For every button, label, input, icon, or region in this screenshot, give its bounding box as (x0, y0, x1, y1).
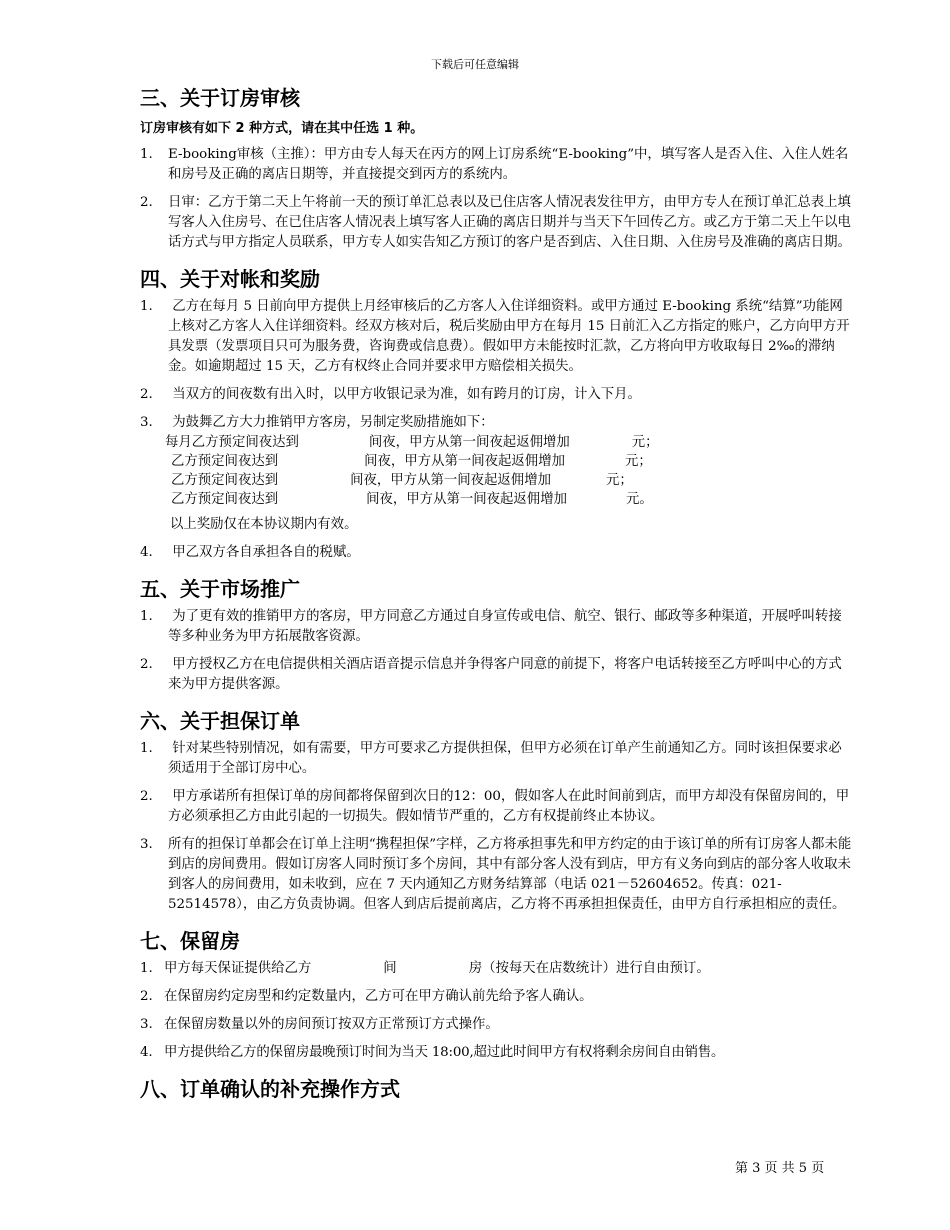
reward-line: 乙方预定间夜达到 间夜，甲方从第一间夜起返佣增加 元。 (171, 492, 653, 507)
list-item: 1. 甲方每天保证提供给乙方 间 房（按每天在店数统计）进行自由预订。 (140, 961, 710, 976)
reward-line: 乙方预定间夜达到 间夜，甲方从第一间夜起返佣增加 元； (171, 454, 652, 469)
section-4-title: 四、关于对帐和奖励 (140, 267, 320, 291)
list-item: 2. 甲方承诺所有担保订单的房间都将保留到次日的12：00，假如客人在此时间前到店，而甲方却没有保留房间的，甲方必须承担乙方由此引起的一切损失。假如情节严重的，乙方有权提前终止本协议。 (140, 789, 850, 824)
reward-line: 乙方预定间夜达到 间夜，甲方从第一间夜起返佣增加 元； (171, 473, 633, 488)
list-item: 4. 甲方提供给乙方的保留房最晚预订时间为当天 18:00,超过此时间甲方有权将剩余房间自由销售。 (140, 1045, 725, 1060)
section-3 (140, 85, 855, 253)
section-5-title: 五、关于市场推广 (140, 577, 300, 601)
section-8 (140, 1076, 855, 1102)
section-6-title: 六、关于担保订单 (140, 709, 300, 733)
page-number: 第 3 页 共 5 页 (735, 1161, 825, 1176)
list-item: 2. 甲方授权乙方在电信提供相关酒店语音提示信息并争得客户同意的前提下，将客户电话转接至乙方呼叫中心的方式来为甲方提供客源。 (140, 657, 842, 692)
list-item: 1. 针对某些特别情况，如有需要，甲方可要求乙方提供担保，但甲方必须在订单产生前通知乙方。同时该担保要求必须适用于全部订房中心。 (140, 741, 842, 776)
section-3-title: 三、关于订房审核 (140, 86, 300, 110)
section-6-list (140, 739, 855, 915)
list-item: 1. E-booking审核（主推）：甲方由专人每天在丙方的网上订房系统“E-booking”中，填写客人是否入住、入住人姓名和房号及正确的离店日期等，并直接提交到丙方的系统内。 (140, 147, 849, 182)
section-5 (140, 576, 855, 695)
list-item: 2. 在保留房约定房型和约定数量内，乙方可在甲方确认前先给予客人确认。 (140, 989, 593, 1004)
reward-note: 以上奖励仅在本协议期内有效。 (170, 517, 358, 532)
section-7-title: 七、保留房 (140, 929, 240, 953)
document-body (140, 85, 855, 1102)
page-header-note: 下载后可任意编辑 (431, 58, 519, 71)
section-7-list (140, 959, 855, 1063)
reward-line: 每月乙方预定间夜达到 间夜，甲方从第一间夜起返佣增加 元； (165, 435, 659, 450)
section-3-note: 订房审核有如下 2 种方式，请在其中任选 1 种。 (140, 121, 424, 136)
section-3-list (140, 145, 855, 253)
section-4-list (140, 297, 855, 433)
list-item: 2. 当双方的间夜数有出入时，以甲方收银记录为准，如有跨月的订房，计入下月。 (140, 387, 641, 402)
section-4 (140, 266, 855, 563)
section-4-list-cont (140, 543, 855, 563)
section-5-list (140, 607, 855, 695)
list-item: 1. 为了更有效的推销甲方的客房，甲方同意乙方通过自身宣传或电信、航空、银行、邮政等多种渠道，开展呼叫转接等多种业务为甲方拓展散客资源。 (140, 609, 842, 644)
section-7 (140, 928, 855, 1063)
list-item: 3. 为鼓舞乙方大力推销甲方客房，另制定奖励措施如下： (140, 415, 494, 430)
list-item: 1. 乙方在每月 5 日前向甲方提供上月经审核后的乙方客人入住详细资料。或甲方通过 E-booking 系统“结算”功能网上核对乙方客人入住详细资料。经双方核对后，税后奖励由甲方在每月 15 日前汇入乙方指定的账户，乙方向甲方开具发票（发票项目只可为服务费，咨询费或信息费）。假如甲方未能按时汇款，乙方将向甲方收取每日 2‰的滞纳金。如逾期超过 15 天，乙方有权终止合同并要求甲方赔偿相关损失。 (140, 299, 850, 374)
list-item: 4. 甲乙双方各自承担各自的税赋。 (140, 545, 360, 560)
list-item: 3. 在保留房数量以外的房间预订按双方正常预订方式操作。 (140, 1017, 499, 1032)
section-8-title: 八、订单确认的补充操作方式 (140, 1077, 400, 1101)
list-item: 3. 所有的担保订单都会在订单上注明“携程担保”字样，乙方将承担事先和甲方约定的由于该订单的所有订房客人都未能到店的房间费用。假如订房客人同时预订多个房间，其中有部分客人没有到店，甲方有义务向到店的部分客人收取未到客人的房间费用，如未收到，应在 7 天内通知乙方财务结算部（电话 021－52604652。传真：021-52514578），由乙方负责协调。但客人到店后提前离店，乙方将不再承担担保责任，由甲方自行承担相应的责任。 (140, 837, 852, 912)
list-item: 2. 日审：乙方于第二天上午将前一天的预订单汇总表以及已住店客人情况表发往甲方，由甲方专人在预订单汇总表上填写客人入住房号、在已住店客人情况表上填写客人正确的离店日期并与当天下午回传乙方。或乙方于第二天上午以电话方式与甲方指定人员联系，甲方专人如实告知乙方预订的客户是否到店、入住日期、入住房号及准确的离店日期。 (140, 195, 851, 250)
reward-table (140, 433, 855, 509)
section-6 (140, 708, 855, 915)
